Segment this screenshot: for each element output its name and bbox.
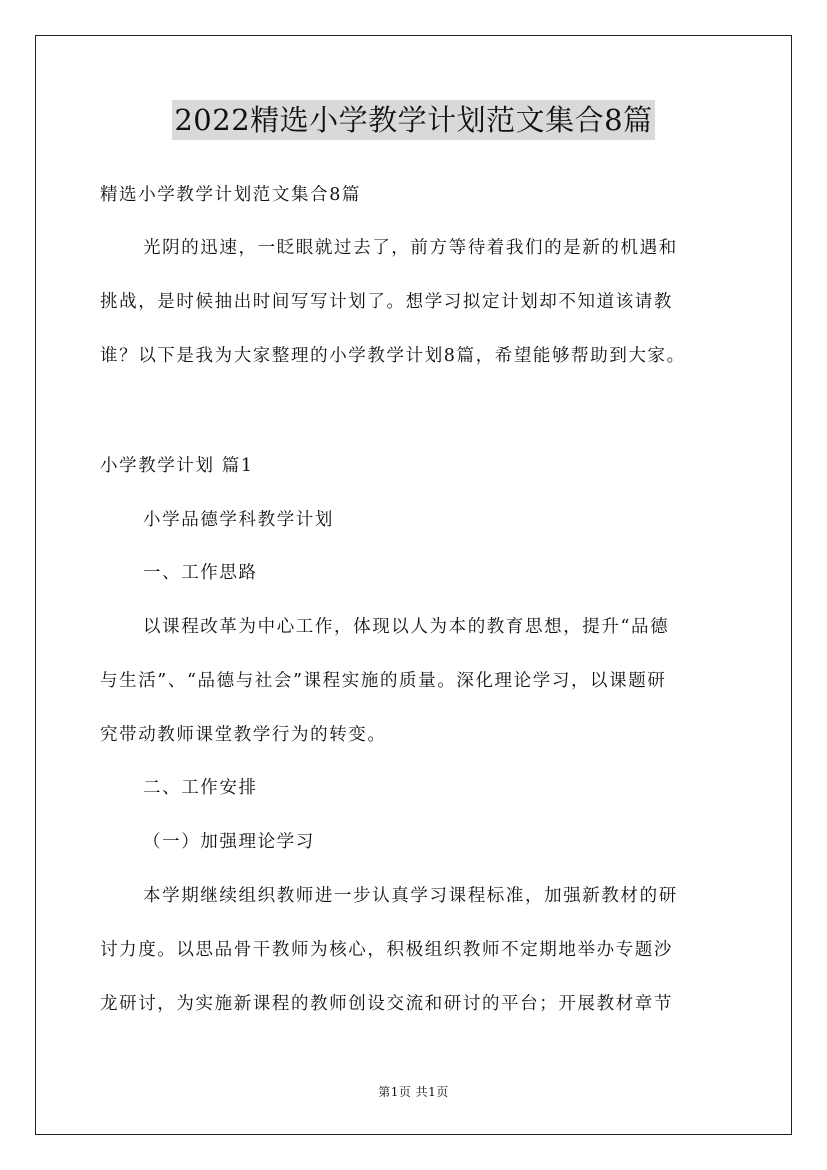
- paragraph-line: 二、工作安排: [143, 778, 258, 798]
- paragraph-line: 光阴的迅速，一眨眼就过去了，前方等待着我们的是新的机遇和: [143, 238, 678, 258]
- paragraph-line: 挑战，是时候抽出时间写写计划了。想学习拟定计划却不知道该请教: [100, 292, 673, 312]
- paragraph-line: 一、工作思路: [143, 563, 258, 583]
- paragraph-line: 谁？以下是我为大家整理的小学教学计划8篇，希望能够帮助到大家。: [100, 346, 686, 366]
- document-title: 2022精选小学教学计划范文集合8篇: [172, 100, 654, 140]
- title-container: [0, 100, 827, 140]
- paragraph-line: 本学期继续组织教师进一步认真学习课程标准，加强新教材的研: [143, 886, 678, 906]
- paragraph-line: 与生活”、“品德与社会”课程实施的质量。深化理论学习，以课题研: [100, 671, 667, 691]
- paragraph-line: 小学品德学科教学计划: [143, 510, 334, 530]
- page-footer: 第1页 共1页: [378, 1085, 449, 1099]
- paragraph-line: 究带动教师课堂教学行为的转变。: [100, 725, 387, 745]
- paragraph-line: 讨力度。以思品骨干教师为核心，积极组织教师不定期地举办专题沙: [100, 940, 673, 960]
- section-heading: 小学教学计划 篇1: [100, 456, 254, 476]
- subtitle-line: 精选小学教学计划范文集合8篇: [100, 185, 362, 205]
- paragraph-line: （一）加强理论学习: [143, 832, 315, 852]
- paragraph-line: 以课程改革为中心工作，体现以人为本的教育思想，提升“品德: [143, 617, 670, 637]
- paragraph-line: 龙研讨，为实施新课程的教师创设交流和研讨的平台；开展教材章节: [100, 994, 673, 1014]
